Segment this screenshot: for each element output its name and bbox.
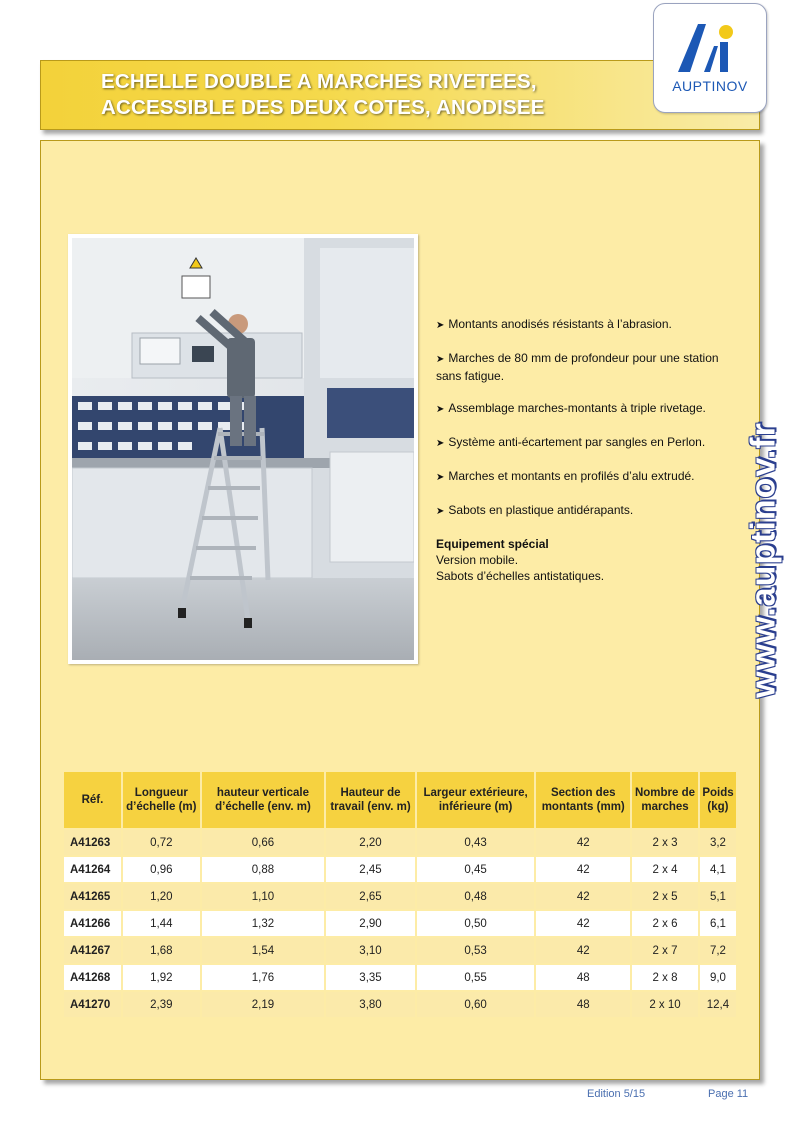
table-row xyxy=(63,964,737,991)
feature-item: ➤ Marches de 80 mm de profondeur pour une station sans fatigue. xyxy=(436,351,719,383)
table-cell: 0,43 xyxy=(416,829,536,856)
table-cell: 1,32 xyxy=(201,910,325,937)
special-equipment-line: Version mobile. xyxy=(436,553,519,567)
feature-item: ➤ Montants anodisés résistants à l’abrasion. xyxy=(436,317,672,331)
arrow-bullet-icon: ➤ xyxy=(436,404,445,415)
logo-wordmark: AUPTINOV xyxy=(672,78,748,94)
table-cell: 42 xyxy=(535,910,631,937)
column-header: Nombre de marches xyxy=(631,771,699,829)
feature-item: ➤ Marches et montants en profilés d’alu extrudé. xyxy=(436,469,695,483)
table-cell: 0,45 xyxy=(416,856,536,883)
table-cell: 1,54 xyxy=(201,937,325,964)
table-cell: 0,96 xyxy=(122,856,201,883)
table-cell: 48 xyxy=(535,964,631,991)
table-cell: 3,80 xyxy=(325,991,416,1018)
table-cell: 0,50 xyxy=(416,910,536,937)
arrow-bullet-icon: ➤ xyxy=(436,506,445,517)
table-cell: 0,48 xyxy=(416,883,536,910)
column-header: Poids (kg) xyxy=(699,771,737,829)
table-cell: 48 xyxy=(535,991,631,1018)
arrow-bullet-icon: ➤ xyxy=(436,438,445,449)
table-row xyxy=(63,856,737,883)
table-cell: 1,10 xyxy=(201,883,325,910)
table-cell: 0,53 xyxy=(416,937,536,964)
arrow-bullet-icon: ➤ xyxy=(436,472,445,483)
table-cell: 1,68 xyxy=(122,937,201,964)
table-cell: 2 x 5 xyxy=(631,883,699,910)
website-url[interactable]: www.auptinov.fr xyxy=(744,422,783,698)
table-cell: A41266 xyxy=(63,910,122,937)
table-cell: 2 x 4 xyxy=(631,856,699,883)
page-title xyxy=(101,69,661,121)
table-cell: 2,65 xyxy=(325,883,416,910)
table-cell: 2,19 xyxy=(201,991,325,1018)
table-cell: 1,76 xyxy=(201,964,325,991)
logo-mark-icon xyxy=(674,18,746,74)
specification-table xyxy=(62,770,738,1019)
table-cell: 4,1 xyxy=(699,856,737,883)
column-header: Section des montants (mm) xyxy=(535,771,631,829)
table-cell: A41268 xyxy=(63,964,122,991)
title-line-2: ACCESSIBLE DES DEUX COTES, ANODISEE xyxy=(101,96,545,119)
table-cell: 2,39 xyxy=(122,991,201,1018)
arrow-bullet-icon: ➤ xyxy=(436,320,445,331)
table-cell: 6,1 xyxy=(699,910,737,937)
table-cell: 3,2 xyxy=(699,829,737,856)
table-cell: 2,45 xyxy=(325,856,416,883)
column-header: Hauteur de travail (env. m) xyxy=(325,771,416,829)
arrow-bullet-icon: ➤ xyxy=(436,354,445,365)
table-row xyxy=(63,829,737,856)
feature-item: ➤ Assemblage marches-montants à triple rivetage. xyxy=(436,401,706,415)
title-banner xyxy=(40,60,760,130)
column-header: Longueur d’échelle (m) xyxy=(122,771,201,829)
column-header: Réf. xyxy=(63,771,122,829)
table-cell: 1,20 xyxy=(122,883,201,910)
column-header: hauteur verticale d’échelle (env. m) xyxy=(201,771,325,829)
page-number: Page 11 xyxy=(708,1088,749,1100)
table-cell: 3,35 xyxy=(325,964,416,991)
table-cell: 0,88 xyxy=(201,856,325,883)
special-equipment xyxy=(436,536,746,584)
table-cell: A41264 xyxy=(63,856,122,883)
table-cell: 3,10 xyxy=(325,937,416,964)
table-cell: A41270 xyxy=(63,991,122,1018)
table-row xyxy=(63,883,737,910)
table-cell: 7,2 xyxy=(699,937,737,964)
title-line-1: ECHELLE DOUBLE A MARCHES RIVETEES, xyxy=(101,70,537,93)
table-cell: 0,66 xyxy=(201,829,325,856)
table-cell: 0,55 xyxy=(416,964,536,991)
feature-list xyxy=(436,316,746,584)
table-cell: 0,60 xyxy=(416,991,536,1018)
table-cell: A41265 xyxy=(63,883,122,910)
table-row xyxy=(63,937,737,964)
table-row xyxy=(63,910,737,937)
product-photo xyxy=(68,234,418,664)
table-cell: 2 x 10 xyxy=(631,991,699,1018)
table-cell: 2 x 3 xyxy=(631,829,699,856)
table-row xyxy=(63,991,737,1018)
feature-item: ➤ Sabots en plastique antidérapants. xyxy=(436,503,634,517)
special-equipment-title: Equipement spécial xyxy=(436,537,549,551)
table-cell: 2 x 7 xyxy=(631,937,699,964)
edition-label: Edition 5/15 xyxy=(587,1088,646,1100)
table-cell: 9,0 xyxy=(699,964,737,991)
table-cell: 42 xyxy=(535,829,631,856)
ladder-photo-image xyxy=(72,238,414,660)
table-cell: 1,92 xyxy=(122,964,201,991)
table-cell: 0,72 xyxy=(122,829,201,856)
auptinov-logo xyxy=(653,3,767,113)
table-header-row xyxy=(63,771,737,829)
table-cell: A41263 xyxy=(63,829,122,856)
table-cell: 42 xyxy=(535,883,631,910)
table-cell: 1,44 xyxy=(122,910,201,937)
table-cell: 2,20 xyxy=(325,829,416,856)
table-cell: 5,1 xyxy=(699,883,737,910)
table-cell: 42 xyxy=(535,937,631,964)
feature-item: ➤ Système anti-écartement par sangles en Perlon. xyxy=(436,435,706,449)
table-cell: 2 x 8 xyxy=(631,964,699,991)
table-cell: 12,4 xyxy=(699,991,737,1018)
special-equipment-line: Sabots d’échelles antistatiques. xyxy=(436,569,605,583)
table-cell: A41267 xyxy=(63,937,122,964)
column-header: Largeur extérieure, inférieure (m) xyxy=(416,771,536,829)
table-cell: 2,90 xyxy=(325,910,416,937)
table-cell: 42 xyxy=(535,856,631,883)
table-cell: 2 x 6 xyxy=(631,910,699,937)
